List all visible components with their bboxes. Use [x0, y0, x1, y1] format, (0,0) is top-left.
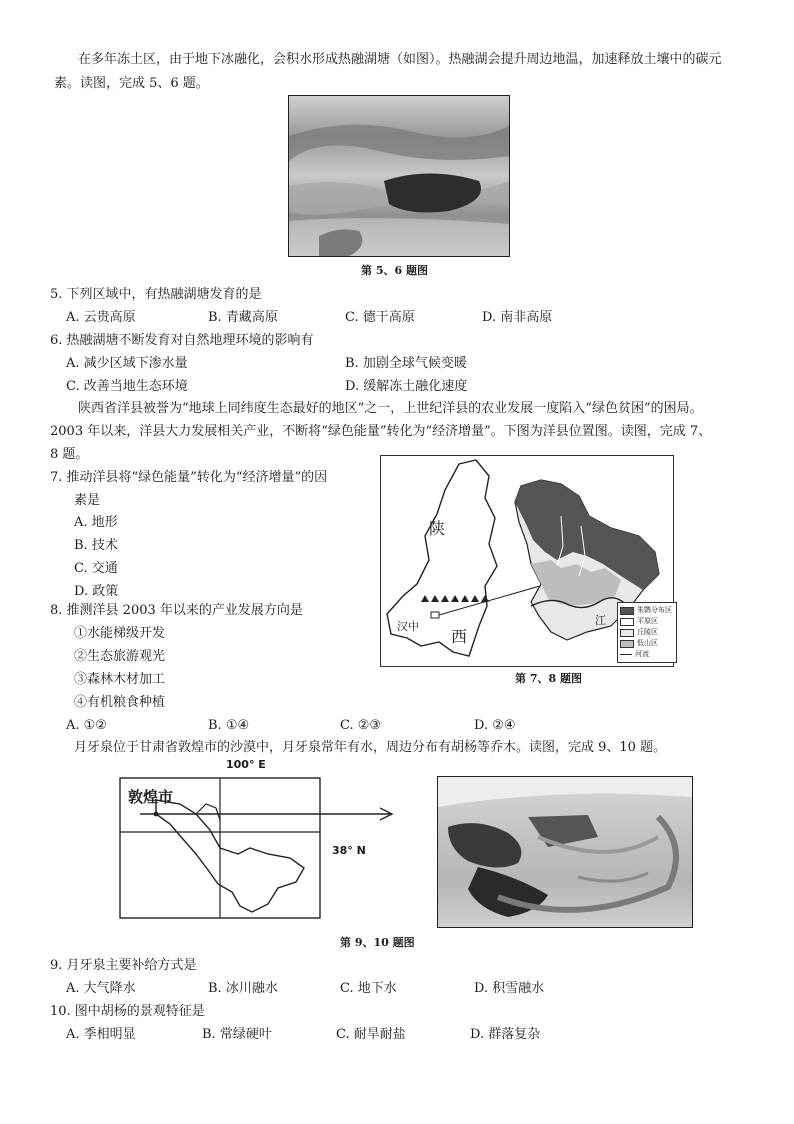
- q6-option-c: C. 改善当地生态环境: [66, 379, 188, 394]
- q10-option-a: A. 季相明显: [66, 1027, 136, 1042]
- legend-river: 河流: [620, 649, 674, 660]
- q10-option-b: B. 常绿硬叶: [202, 1027, 272, 1042]
- q8-item-1: ①水能梯级开发: [74, 626, 166, 641]
- figure-9-10-caption: 第 9、10 题图: [340, 936, 415, 949]
- legend-plain: 平原区: [620, 616, 674, 627]
- legend-low-mountain: 低山区: [620, 638, 674, 649]
- dunhuang-map: [100, 758, 400, 928]
- q7-stem-line2: 素是: [74, 493, 101, 508]
- q10-option-c: C. 耐旱耐盐: [336, 1027, 406, 1042]
- q9-option-a: A. 大气降水: [66, 981, 136, 996]
- q9-option-c: C. 地下水: [340, 981, 397, 996]
- q5-option-b: B. 青藏高原: [208, 310, 278, 325]
- dunhuang-city-label: 敦煌市: [128, 788, 174, 806]
- figure-7-8-caption: 第 7、8 题图: [515, 672, 582, 685]
- q7-stem-line1: 7. 推动洋县将“绿色能量”转化为“经济增量”的因: [50, 470, 328, 485]
- q8-option-c: C. ②③: [340, 718, 382, 733]
- q5-option-a: A. 云贵高原: [66, 310, 136, 325]
- q6-option-a: A. 减少区域下渗水量: [66, 356, 188, 371]
- q7-option-d: D. 政策: [74, 584, 119, 599]
- yangxian-location-map: [380, 455, 674, 667]
- crescent-spring-photo: [437, 776, 693, 928]
- map-label-xi: 西: [451, 627, 468, 646]
- q7-option-b: B. 技术: [74, 538, 118, 553]
- intro-5-6-line2: 素。读图，完成 5、6 题。: [54, 76, 209, 91]
- intro-5-6-line1: 在多年冻土区，由于地下冰融化，会积水形成热融湖塘（如图）。热融湖会提升周边地温，加速释放土壤中的碳元: [78, 52, 722, 67]
- q8-item-4: ④有机粮食种植: [74, 695, 166, 710]
- q7-option-a: A. 地形: [74, 515, 118, 530]
- legend-hills: 丘陵区: [620, 627, 674, 638]
- legend-ibis: 朱鹮分布区: [620, 605, 674, 616]
- q8-option-b: B. ①④: [208, 718, 250, 733]
- q10-stem: 10. 图中胡杨的景观特征是: [50, 1004, 205, 1019]
- q8-option-d: D. ②④: [474, 718, 516, 733]
- map-label-hanzhong: 汉中: [397, 620, 419, 633]
- q10-option-d: D. 群落复杂: [470, 1027, 541, 1042]
- figure-5-6-caption: 第 5、6 题图: [361, 264, 428, 277]
- intro-9-10: 月牙泉位于甘肃省敦煌市的沙漠中，月牙泉常年有水，周边分布有胡杨等乔木。读图，完成 9、10 题。: [74, 740, 667, 755]
- q9-option-d: D. 积雪融水: [474, 981, 545, 996]
- latitude-label: 38° N: [332, 844, 366, 857]
- map-legend: [617, 602, 677, 663]
- map-label-jiang: 江: [595, 614, 606, 627]
- q8-stem: 8. 推测洋县 2003 年以来的产业发展方向是: [50, 603, 303, 618]
- q5-option-c: C. 德干高原: [345, 310, 415, 325]
- intro-7-8-line1: 陕西省洋县被誉为“地球上同纬度生态最好的地区”之一，上世纪洋县的农业发展一度陷入“绿色贫困”的困局。: [78, 401, 703, 416]
- thermokarst-lake-photo: [288, 95, 510, 257]
- q5-stem: 5. 下列区域中，有热融湖塘发育的是: [50, 287, 262, 302]
- q6-option-b: B. 加剧全球气候变暖: [345, 356, 467, 371]
- intro-7-8-line3: 8 题。: [50, 447, 89, 462]
- intro-7-8-line2: 2003 年以来，洋县大力发展相关产业，不断将“绿色能量”转化为“经济增量”。下图为洋县位置图。读图，完成 7、: [50, 424, 712, 439]
- q9-stem: 9. 月牙泉主要补给方式是: [50, 958, 197, 973]
- q5-option-d: D. 南非高原: [482, 310, 553, 325]
- q9-option-b: B. 冰川融水: [208, 981, 278, 996]
- longitude-label: 100° E: [226, 758, 266, 771]
- q8-item-3: ③森林木材加工: [74, 672, 166, 687]
- map-label-shaan: 陕: [429, 519, 446, 538]
- q6-stem: 6. 热融湖塘不断发育对自然地理环境的影响有: [50, 333, 314, 348]
- q6-option-d: D. 缓解冻土融化速度: [345, 379, 468, 394]
- q8-item-2: ②生态旅游观光: [74, 649, 166, 664]
- q8-option-a: A. ①②: [66, 718, 107, 733]
- q7-option-c: C. 交通: [74, 561, 118, 576]
